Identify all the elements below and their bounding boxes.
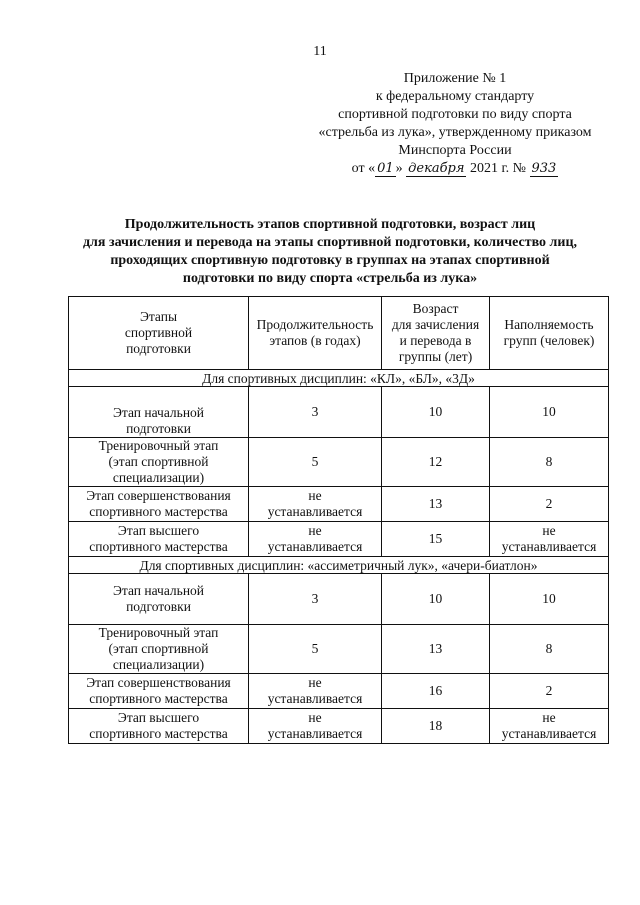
appendix-line-2: к федеральному стандарту	[375, 89, 535, 104]
cell-line: спортивного мастерства	[89, 504, 228, 519]
cell-line: не	[542, 710, 556, 725]
date-mid: »	[395, 161, 403, 176]
header-line: группы (лет)	[398, 349, 473, 364]
document-title	[40, 216, 620, 288]
table-row	[69, 709, 609, 744]
section-title: Для спортивных дисциплин: «КЛ», «БЛ», «3Д»	[69, 370, 609, 387]
cell-fill	[490, 438, 609, 487]
cell-age: 13	[382, 487, 490, 522]
cell-line: устанавливается	[501, 726, 597, 741]
order-date-line	[300, 160, 610, 178]
cell-stage	[69, 674, 249, 709]
cell-line: Этап начальной	[112, 405, 205, 420]
cell-line: Тренировочный этап	[98, 625, 219, 640]
header-line: Наполняемость	[504, 317, 594, 332]
cell-line: 5	[311, 641, 319, 656]
cell-age: 10	[382, 387, 490, 438]
cell-line: специализации)	[112, 657, 205, 672]
table-row	[69, 487, 609, 522]
section-title: Для спортивных дисциплин: «ассиметричный лук», «ачери-биатлон»	[69, 557, 609, 574]
cell-duration	[249, 487, 382, 522]
appendix-line-4: «стрельба из лука», утвержденному приказом	[318, 125, 592, 140]
cell-duration	[249, 438, 382, 487]
cell-stage	[69, 709, 249, 744]
cell-line: Этап начальной	[112, 583, 205, 598]
cell-line: 2	[545, 496, 553, 511]
header-line: этапов (в годах)	[269, 333, 361, 348]
cell-duration	[249, 574, 382, 625]
cell-line: 3	[311, 591, 319, 606]
cell-line: 3	[311, 404, 319, 419]
appendix-line-1: Приложение № 1	[403, 71, 507, 86]
cell-duration	[249, 709, 382, 744]
appendix-line-5: Минспорта России	[398, 143, 512, 158]
cell-age: 18	[382, 709, 490, 744]
cell-line: Тренировочный этап	[98, 438, 219, 453]
cell-line: спортивного мастерства	[89, 539, 228, 554]
cell-stage	[69, 625, 249, 674]
header-line: Возраст	[412, 301, 459, 316]
page-number: 11	[313, 44, 327, 59]
cell-fill	[490, 625, 609, 674]
table-body	[69, 370, 609, 744]
header-line: групп (человек)	[503, 333, 595, 348]
cell-fill	[490, 674, 609, 709]
cell-line: 10	[542, 404, 556, 419]
cell-stage	[69, 574, 249, 625]
cell-line: устанавливается	[501, 539, 597, 554]
header-age	[382, 297, 490, 370]
cell-duration	[249, 625, 382, 674]
cell-fill	[490, 574, 609, 625]
cell-fill	[490, 487, 609, 522]
cell-line: Этап совершенствования	[86, 488, 231, 503]
table-row	[69, 522, 609, 557]
cell-line: не	[308, 675, 322, 690]
cell-age: 12	[382, 438, 490, 487]
cell-line: не	[542, 523, 556, 538]
cell-stage	[69, 438, 249, 487]
stages-table	[68, 296, 609, 744]
cell-line: Этап высшего	[117, 523, 200, 538]
appendix-line-3: спортивной подготовки по виду спорта	[338, 107, 572, 122]
cell-line: Этап совершенствования	[86, 675, 231, 690]
cell-line: 8	[545, 454, 553, 469]
section-header-row	[69, 370, 609, 387]
header-line: спортивной	[124, 325, 193, 340]
header-fill	[490, 297, 609, 370]
section-header-row	[69, 557, 609, 574]
header-line: Этапы	[139, 309, 178, 324]
cell-line: (этап спортивной	[108, 454, 209, 469]
table-row	[69, 387, 609, 438]
cell-line: подготовки	[126, 421, 191, 436]
cell-line: 10	[542, 591, 556, 606]
cell-duration	[249, 674, 382, 709]
date-month-handwritten: декабря	[408, 161, 465, 176]
cell-duration	[249, 522, 382, 557]
cell-line: специализации)	[112, 470, 205, 485]
date-prefix: от «	[351, 161, 376, 176]
cell-line: спортивного мастерства	[89, 691, 228, 706]
cell-line: 8	[545, 641, 553, 656]
table-header-row	[69, 297, 609, 370]
title-line-1: Продолжительность этапов спортивной подготовки, возраст лиц	[124, 217, 536, 232]
table-row	[69, 574, 609, 625]
cell-duration	[249, 387, 382, 438]
title-line-3: проходящих спортивную подготовку в группах на этапах спортивной	[110, 253, 550, 268]
cell-line: устанавливается	[267, 539, 363, 554]
cell-fill	[490, 522, 609, 557]
cell-age: 10	[382, 574, 490, 625]
cell-stage	[69, 487, 249, 522]
cell-line: 2	[545, 683, 553, 698]
header-stage	[69, 297, 249, 370]
cell-line: устанавливается	[267, 504, 363, 519]
cell-line: Этап высшего	[117, 710, 200, 725]
cell-line: не	[308, 710, 322, 725]
cell-fill	[490, 387, 609, 438]
cell-age: 13	[382, 625, 490, 674]
cell-stage	[69, 522, 249, 557]
header-line: подготовки	[126, 341, 191, 356]
header-line: для зачисления	[391, 317, 480, 332]
cell-line: устанавливается	[267, 726, 363, 741]
order-number-handwritten: 933	[531, 161, 557, 176]
table-row	[69, 625, 609, 674]
cell-stage	[69, 387, 249, 438]
title-line-4: подготовки по виду спорта «стрельба из лука»	[182, 271, 478, 286]
header-line: и перевода в	[399, 333, 472, 348]
appendix-block	[300, 70, 610, 178]
cell-age: 15	[382, 522, 490, 557]
cell-age: 16	[382, 674, 490, 709]
cell-line: подготовки	[126, 599, 191, 614]
cell-line: не	[308, 523, 322, 538]
cell-line: (этап спортивной	[108, 641, 209, 656]
title-line-2: для зачисления и перевода на этапы спортивной подготовки, количество лиц,	[82, 235, 578, 250]
cell-fill	[490, 709, 609, 744]
cell-line: 5	[311, 454, 319, 469]
header-line: Продолжительность	[256, 317, 374, 332]
table-row	[69, 438, 609, 487]
header-duration	[249, 297, 382, 370]
cell-line: спортивного мастерства	[89, 726, 228, 741]
cell-line: не	[308, 488, 322, 503]
date-day-handwritten: 01	[377, 161, 394, 176]
date-year: 2021 г. №	[469, 161, 526, 176]
cell-line: устанавливается	[267, 691, 363, 706]
table-row	[69, 674, 609, 709]
